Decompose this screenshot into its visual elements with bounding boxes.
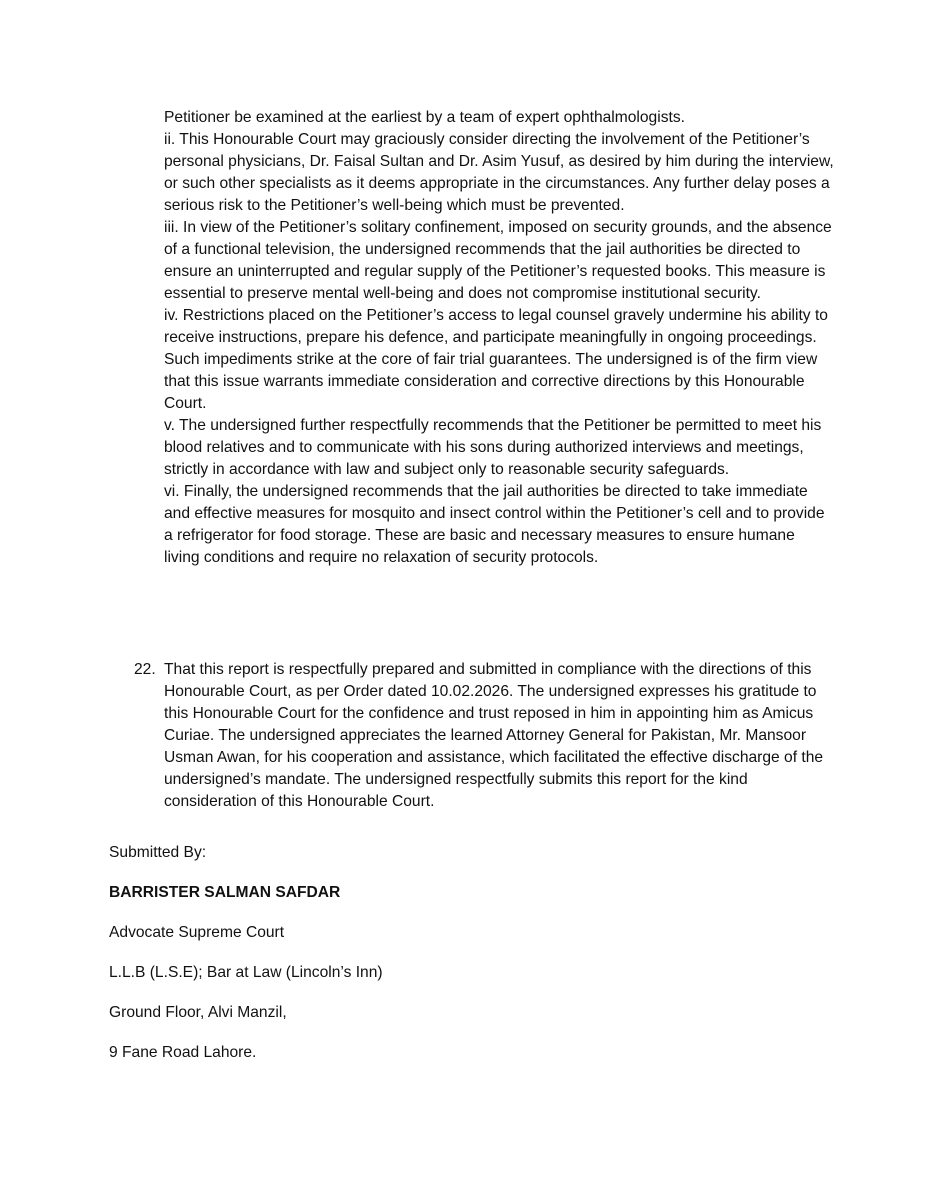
address-line-2: 9 Fane Road Lahore. <box>109 1044 257 1061</box>
recommendations-block <box>164 107 834 569</box>
recommendation-iv: iv. Restrictions placed on the Petitioner’s access to legal counsel gravely undermine his ability to receive instructions, prepare his defence, and participate meaningfully in ongoing proceedings. Such impediments strike at the core of fair trial guarantees. The undersigned is of the firm view that this issue warrants immediate consideration and corrective directions by this Honourable Court. <box>164 307 828 412</box>
address-line-1: Ground Floor, Alvi Manzil, <box>109 1004 287 1021</box>
recommendation-iii: iii. In view of the Petitioner’s solitary confinement, imposed on security grounds, and the absence of a functional television, the undersigned recommends that the jail authorities be directed to ensure an uninterrupted and regular supply of the Petitioner’s requested books. This measure is essential to preserve mental well-being and does not compromise institutional security. <box>164 219 832 302</box>
paragraph-number: 22. <box>134 661 156 678</box>
recommendation-vi: vi. Finally, the undersigned recommends that the jail authorities be directed to take immediate and effective measures for mosquito and insect control within the Petitioner’s cell and to provide a refrigerator for food storage. These are basic and necessary measures to ensure humane living conditions and require no relaxation of security protocols. <box>164 483 825 566</box>
signatory-name: BARRISTER SALMAN SAFDAR <box>109 884 341 901</box>
recommendation-v: v. The undersigned further respectfully recommends that the Petitioner be permitted to meet his blood relatives and to communicate with his sons during authorized interviews and meetings, strictly in accordance with law and subject only to reasonable security safeguards. <box>164 417 822 478</box>
signatory-qualifications: L.L.B (L.S.E); Bar at Law (Lincoln’s Inn) <box>109 964 383 981</box>
recommendation-i-continued: Petitioner be examined at the earliest by a team of expert ophthalmologists. <box>164 109 685 126</box>
submitted-by-label: Submitted By: <box>109 844 207 861</box>
signatory-title: Advocate Supreme Court <box>109 924 285 941</box>
paragraph-22-text: That this report is respectfully prepared and submitted in compliance with the directions of this Honourable Court, as per Order dated 10.02.2026. The undersigned expresses his gratitude to this Honourable Court for the confidence and trust reposed in him in appointing him as Amicus Curiae. The undersigned appreciates the learned Attorney General for Pakistan, Mr. Mansoor Usman Awan, for his cooperation and assistance, which facilitated the effective discharge of the undersigned’s mandate. The undersigned respectfully submits this report for the kind consideration of this Honourable Court. <box>164 661 824 810</box>
recommendation-ii: ii. This Honourable Court may graciously consider directing the involvement of the Petitioner’s personal physicians, Dr. Faisal Sultan and Dr. Asim Yusuf, as desired by him during the interview, or such other specialists as it deems appropriate in the circumstances. Any further delay poses a serious risk to the Petitioner’s well-being which must be prevented. <box>164 131 834 214</box>
paragraph-22 <box>134 659 834 813</box>
